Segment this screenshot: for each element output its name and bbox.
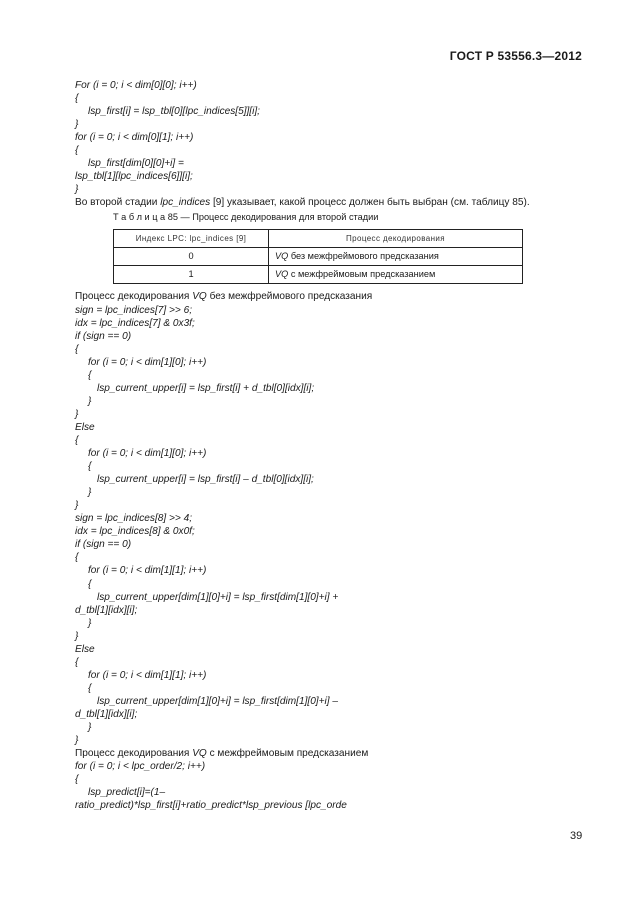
- code-line: {: [75, 343, 79, 355]
- section-title-code: VQ: [192, 291, 207, 303]
- code-line: }: [88, 487, 92, 499]
- code-line: for (i = 0; i < dim[1][1]; i++): [88, 565, 207, 577]
- table-cell-vq: VQ: [275, 251, 289, 262]
- code-line: for (i = 0; i < dim[1][1]; i++): [88, 669, 207, 681]
- section-title-text: без межфреймового предсказания: [206, 291, 373, 303]
- code-line: for (i = 0; i < lpc_order/2; i++): [75, 761, 206, 773]
- code-line: idx = lpc_indices[8] & 0x0f;: [75, 526, 195, 538]
- code-line: {: [75, 774, 79, 786]
- table-cell-desc: без межфреймового предсказания: [288, 251, 439, 262]
- section-title: [75, 290, 575, 303]
- code-line: sign = lpc_indices[8] >> 4;: [75, 513, 192, 525]
- page-number: 39: [570, 830, 583, 842]
- code-line: lsp_current_upper[dim[1][0]+i] = lsp_first[dim[1][0]+i] –: [97, 695, 338, 707]
- section-title: [75, 747, 575, 760]
- code-line: {: [88, 578, 92, 590]
- table-cell-index: 1: [114, 266, 269, 284]
- code-line: for (i = 0; i < dim[0][1]; i++): [75, 132, 194, 144]
- section-title-code: VQ: [192, 748, 207, 760]
- paragraph: [75, 196, 575, 209]
- code-line: Else: [75, 643, 95, 655]
- section-title-text: с межфреймовым предсказанием: [206, 748, 369, 760]
- paragraph-text: [9] указывает, какой процесс должен быть выбран (см. таблицу 85).: [210, 197, 530, 209]
- table-cell-index: 0: [114, 248, 269, 266]
- section-title-text: Процесс декодирования: [75, 291, 193, 303]
- code-line: {: [75, 93, 79, 105]
- decoding-table: [113, 229, 523, 284]
- code-line: idx = lpc_indices[7] & 0x3f;: [75, 317, 195, 329]
- table-row: [114, 266, 523, 284]
- code-line: {: [75, 552, 79, 564]
- code-line: lsp_first[dim[0][0]+i] =: [88, 158, 184, 170]
- code-line: {: [88, 369, 92, 381]
- code-line: Else: [75, 421, 95, 433]
- table-header-process: Процесс декодирования: [269, 230, 523, 248]
- code-line: }: [75, 500, 79, 512]
- code-line: }: [88, 395, 92, 407]
- page-header: ГОСТ Р 53556.3—2012: [449, 49, 582, 63]
- code-line: {: [75, 145, 79, 157]
- code-line: lsp_current_upper[i] = lsp_first[i] – d_tbl[0][idx][i];: [97, 474, 314, 486]
- code-line: }: [75, 408, 79, 420]
- code-line: }: [88, 722, 92, 734]
- code-line: {: [88, 461, 92, 473]
- table-row: [114, 248, 523, 266]
- code-line: }: [75, 630, 79, 642]
- code-line: for (i = 0; i < dim[1][0]; i++): [88, 356, 207, 368]
- code-line: }: [75, 119, 79, 131]
- code-line: For (i = 0; i < dim[0][0]; i++): [75, 80, 197, 91]
- code-line: }: [88, 617, 92, 629]
- table-cell-process: [269, 248, 523, 266]
- code-line: lsp_current_upper[i] = lsp_first[i] + d_tbl[0][idx][i];: [97, 382, 315, 394]
- table-header-index: Индекс LPC: lpc_indices [9]: [114, 230, 269, 248]
- table-cell-process: [269, 266, 523, 284]
- code-line: for (i = 0; i < dim[1][0]; i++): [88, 448, 207, 460]
- code-line: lsp_tbl[1][lpc_indices[6]][i];: [75, 171, 193, 183]
- code-line: sign = lpc_indices[7] >> 6;: [75, 304, 192, 316]
- code-line: }: [75, 184, 79, 196]
- code-line: {: [75, 656, 79, 668]
- code-line: d_tbl[1][idx][i];: [75, 708, 138, 720]
- code-line: lsp_current_upper[dim[1][0]+i] = lsp_first[dim[1][0]+i] +: [97, 591, 339, 603]
- code-line: lsp_predict[i]=(1–: [88, 787, 166, 799]
- table-cell-desc: с межфреймовым предсказанием: [288, 269, 436, 280]
- code-line: }: [75, 735, 79, 747]
- page-content: [75, 79, 575, 812]
- paragraph-text: Во второй стадии: [75, 197, 161, 209]
- code-line: lsp_first[i] = lsp_tbl[0][lpc_indices[5]][i];: [88, 106, 260, 118]
- table-cell-vq: VQ: [275, 269, 289, 280]
- table-header-row: [114, 230, 523, 248]
- code-line: {: [88, 682, 92, 694]
- table-caption: Т а б л и ц а 85 — Процесс декодирования для второй стадии: [113, 212, 379, 223]
- code-line: ratio_predict)*lsp_first[i]+ratio_predict*lsp_previous [lpc_orde: [75, 800, 347, 812]
- paragraph-code: lpc_indices: [160, 197, 211, 209]
- code-line: d_tbl[1][idx][i];: [75, 604, 138, 616]
- code-line: if (sign == 0): [75, 539, 132, 551]
- code-line: {: [75, 434, 79, 446]
- section-title-text: Процесс декодирования: [75, 748, 193, 760]
- code-line: if (sign == 0): [75, 330, 132, 342]
